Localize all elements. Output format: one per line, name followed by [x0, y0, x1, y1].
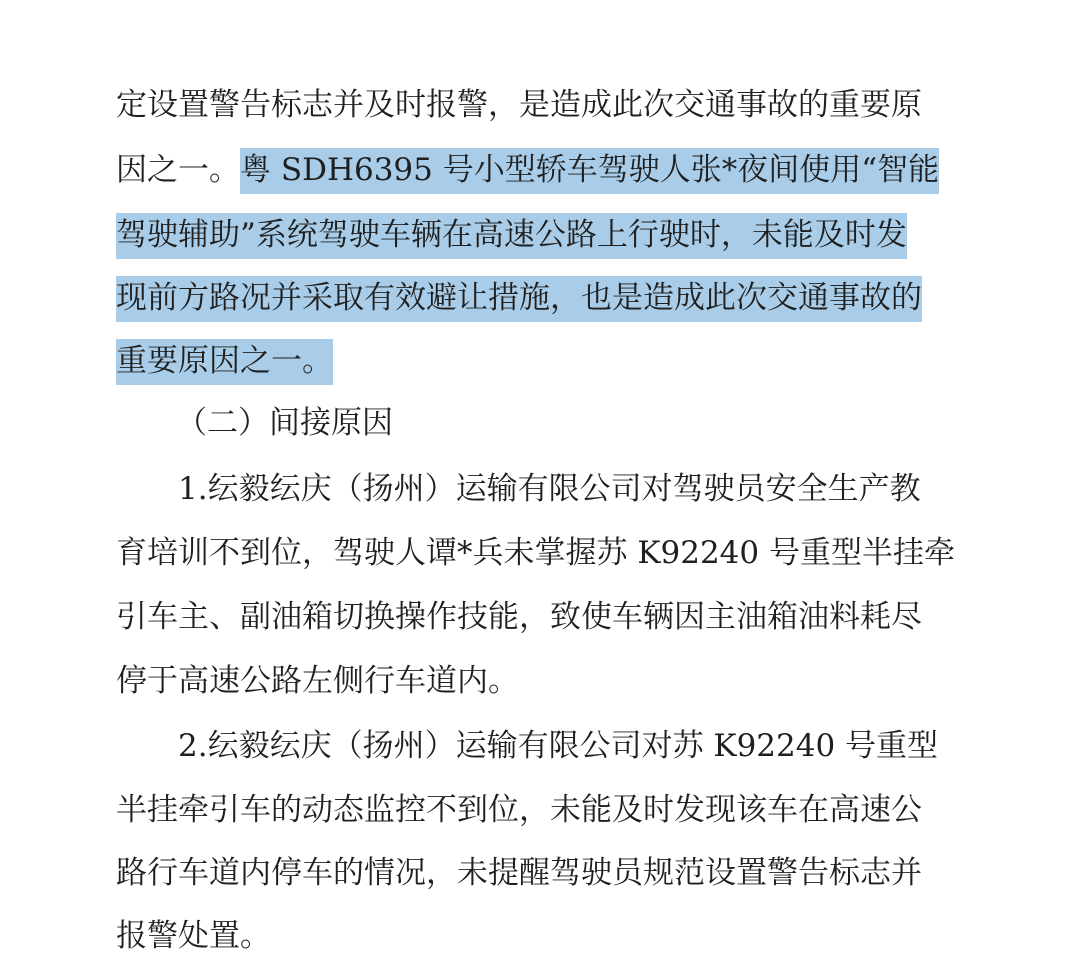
text-line: [116, 853, 922, 893]
line-text: 停于高速公路左侧行车道内。: [116, 663, 519, 699]
text-line: [178, 726, 938, 766]
text-line: [116, 215, 907, 255]
highlighted-text: 现前方路况并采取有效避让措施，也是造成此次交通事故的: [116, 276, 922, 322]
line-text: 因之一。: [116, 152, 240, 188]
line-text: 路行车道内停车的情况，未提醒驾驶员规范设置警告标志并: [116, 855, 922, 891]
text-line: [116, 661, 519, 701]
line-text: 半挂牵引车的动态监控不到位，未能及时发现该车在高速公: [116, 792, 922, 828]
text-line: [116, 278, 922, 318]
text-line: [116, 533, 955, 573]
highlighted-text: 粤 SDH6395 号小型轿车驾驶人张*夜间使用“智能: [240, 148, 939, 194]
text-line: [116, 341, 333, 381]
line-text: 引车主、副油箱切换操作技能，致使车辆因主油箱油料耗尽: [116, 599, 922, 635]
highlighted-text: 驾驶辅助”系统驾驶车辆在高速公路上行驶时，未能及时发: [116, 213, 907, 259]
line-text: 定设置警告标志并及时报警，是造成此次交通事故的重要原: [116, 87, 922, 123]
text-line: [116, 790, 922, 830]
highlighted-text: 重要原因之一。: [116, 339, 333, 385]
heading-text: （二）间接原因: [176, 405, 393, 441]
line-text: 报警处置。: [116, 918, 271, 954]
text-line: [116, 150, 939, 190]
text-line: [116, 916, 271, 956]
line-text: 1.纭毅纭庆（扬州）运输有限公司对驾驶员安全生产教: [178, 471, 921, 507]
text-line: [116, 597, 922, 637]
text-line: [116, 85, 922, 125]
line-text: 育培训不到位，驾驶人谭*兵未掌握苏 K92240 号重型半挂牵: [116, 535, 955, 571]
text-line: [178, 469, 921, 509]
line-text: 2.纭毅纭庆（扬州）运输有限公司对苏 K92240 号重型: [178, 728, 939, 764]
section-heading: [176, 403, 393, 443]
